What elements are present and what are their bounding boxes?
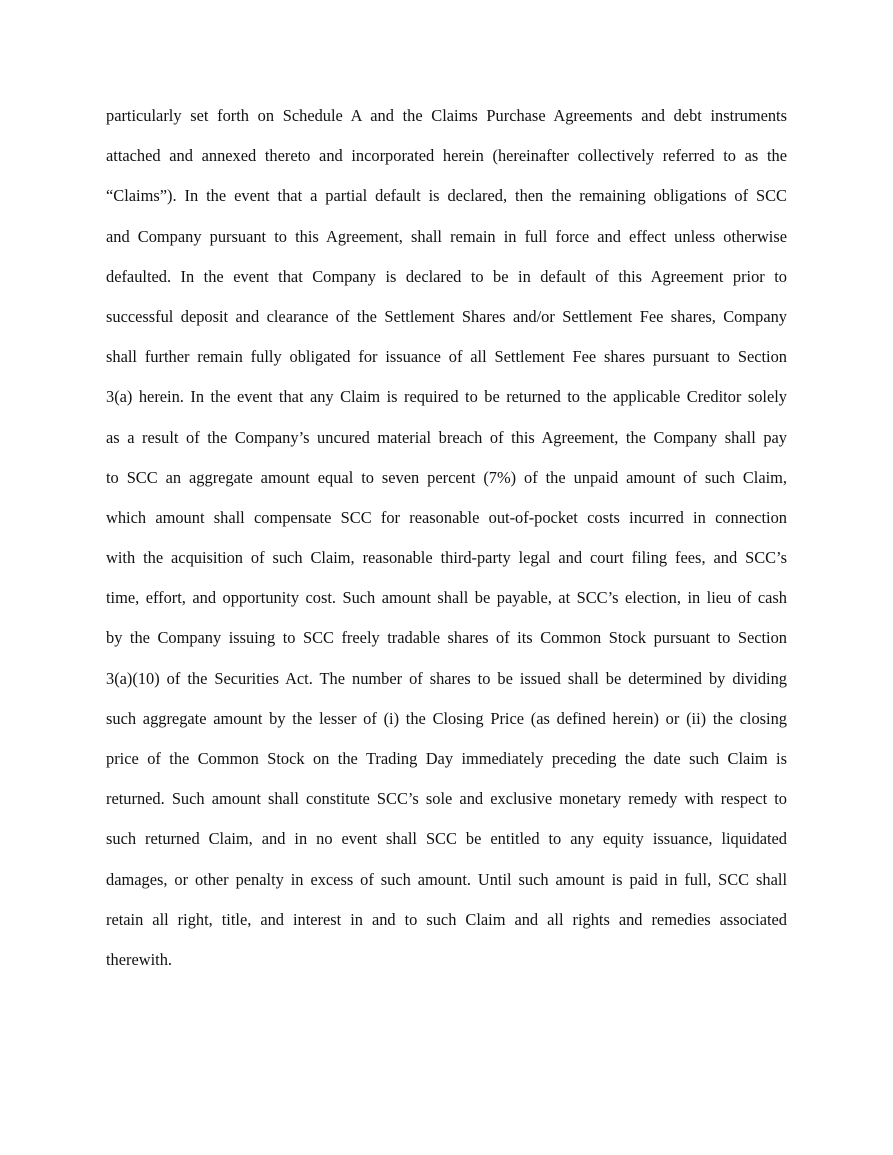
paragraph-line: time, effort, and opportunity cost. Such amount shall be payable, at SCC’s election, in lieu of cash	[106, 588, 787, 608]
document-page	[106, 96, 787, 980]
paragraph-line: damages, or other penalty in excess of such amount. Until such amount is paid in full, SCC shall	[106, 869, 787, 889]
paragraph-line: “Claims”). In the event that a partial default is declared, then the remaining obligations of SCC	[106, 186, 787, 206]
paragraph-line: defaulted. In the event that Company is declared to be in default of this Agreement prior to	[106, 266, 787, 286]
paragraph-line: attached and annexed thereto and incorporated herein (hereinafter collectively referred to as the	[106, 146, 787, 166]
paragraph-line: 3(a) herein. In the event that any Claim is required to be returned to the applicable Creditor solely	[106, 387, 787, 407]
paragraph-line: by the Company issuing to SCC freely tradable shares of its Common Stock pursuant to Section	[106, 628, 787, 648]
paragraph-line: retain all right, title, and interest in and to such Claim and all rights and remedies associated	[106, 909, 787, 929]
paragraph-last-line: therewith.	[106, 949, 172, 969]
paragraph-line: successful deposit and clearance of the Settlement Shares and/or Settlement Fee shares, Company	[106, 306, 787, 326]
paragraph-line: with the acquisition of such Claim, reasonable third-party legal and court filing fees, and SCC’s	[106, 548, 787, 568]
paragraph-line: as a result of the Company’s uncured material breach of this Agreement, the Company shall pay	[106, 427, 787, 447]
paragraph-line: returned. Such amount shall constitute SCC’s sole and exclusive monetary remedy with respect to	[106, 789, 787, 809]
paragraph-line: to SCC an aggregate amount equal to seven percent (7%) of the unpaid amount of such Claim,	[106, 467, 787, 487]
paragraph-line: shall further remain fully obligated for issuance of all Settlement Fee shares pursuant to Section	[106, 347, 787, 367]
paragraph-line: 3(a)(10) of the Securities Act. The number of shares to be issued shall be determined by dividing	[106, 668, 787, 688]
paragraph-line: particularly set forth on Schedule A and the Claims Purchase Agreements and debt instruments	[106, 106, 787, 125]
paragraph-line: which amount shall compensate SCC for reasonable out-of-pocket costs incurred in connection	[106, 507, 787, 527]
paragraph-line: such returned Claim, and in no event shall SCC be entitled to any equity issuance, liquidated	[106, 829, 787, 849]
paragraph-line: and Company pursuant to this Agreement, shall remain in full force and effect unless otherwise	[106, 226, 787, 246]
paragraph-line: such aggregate amount by the lesser of (i) the Closing Price (as defined herein) or (ii) the closing	[106, 708, 787, 728]
paragraph-line: price of the Common Stock on the Trading Day immediately preceding the date such Claim is	[106, 749, 787, 768]
